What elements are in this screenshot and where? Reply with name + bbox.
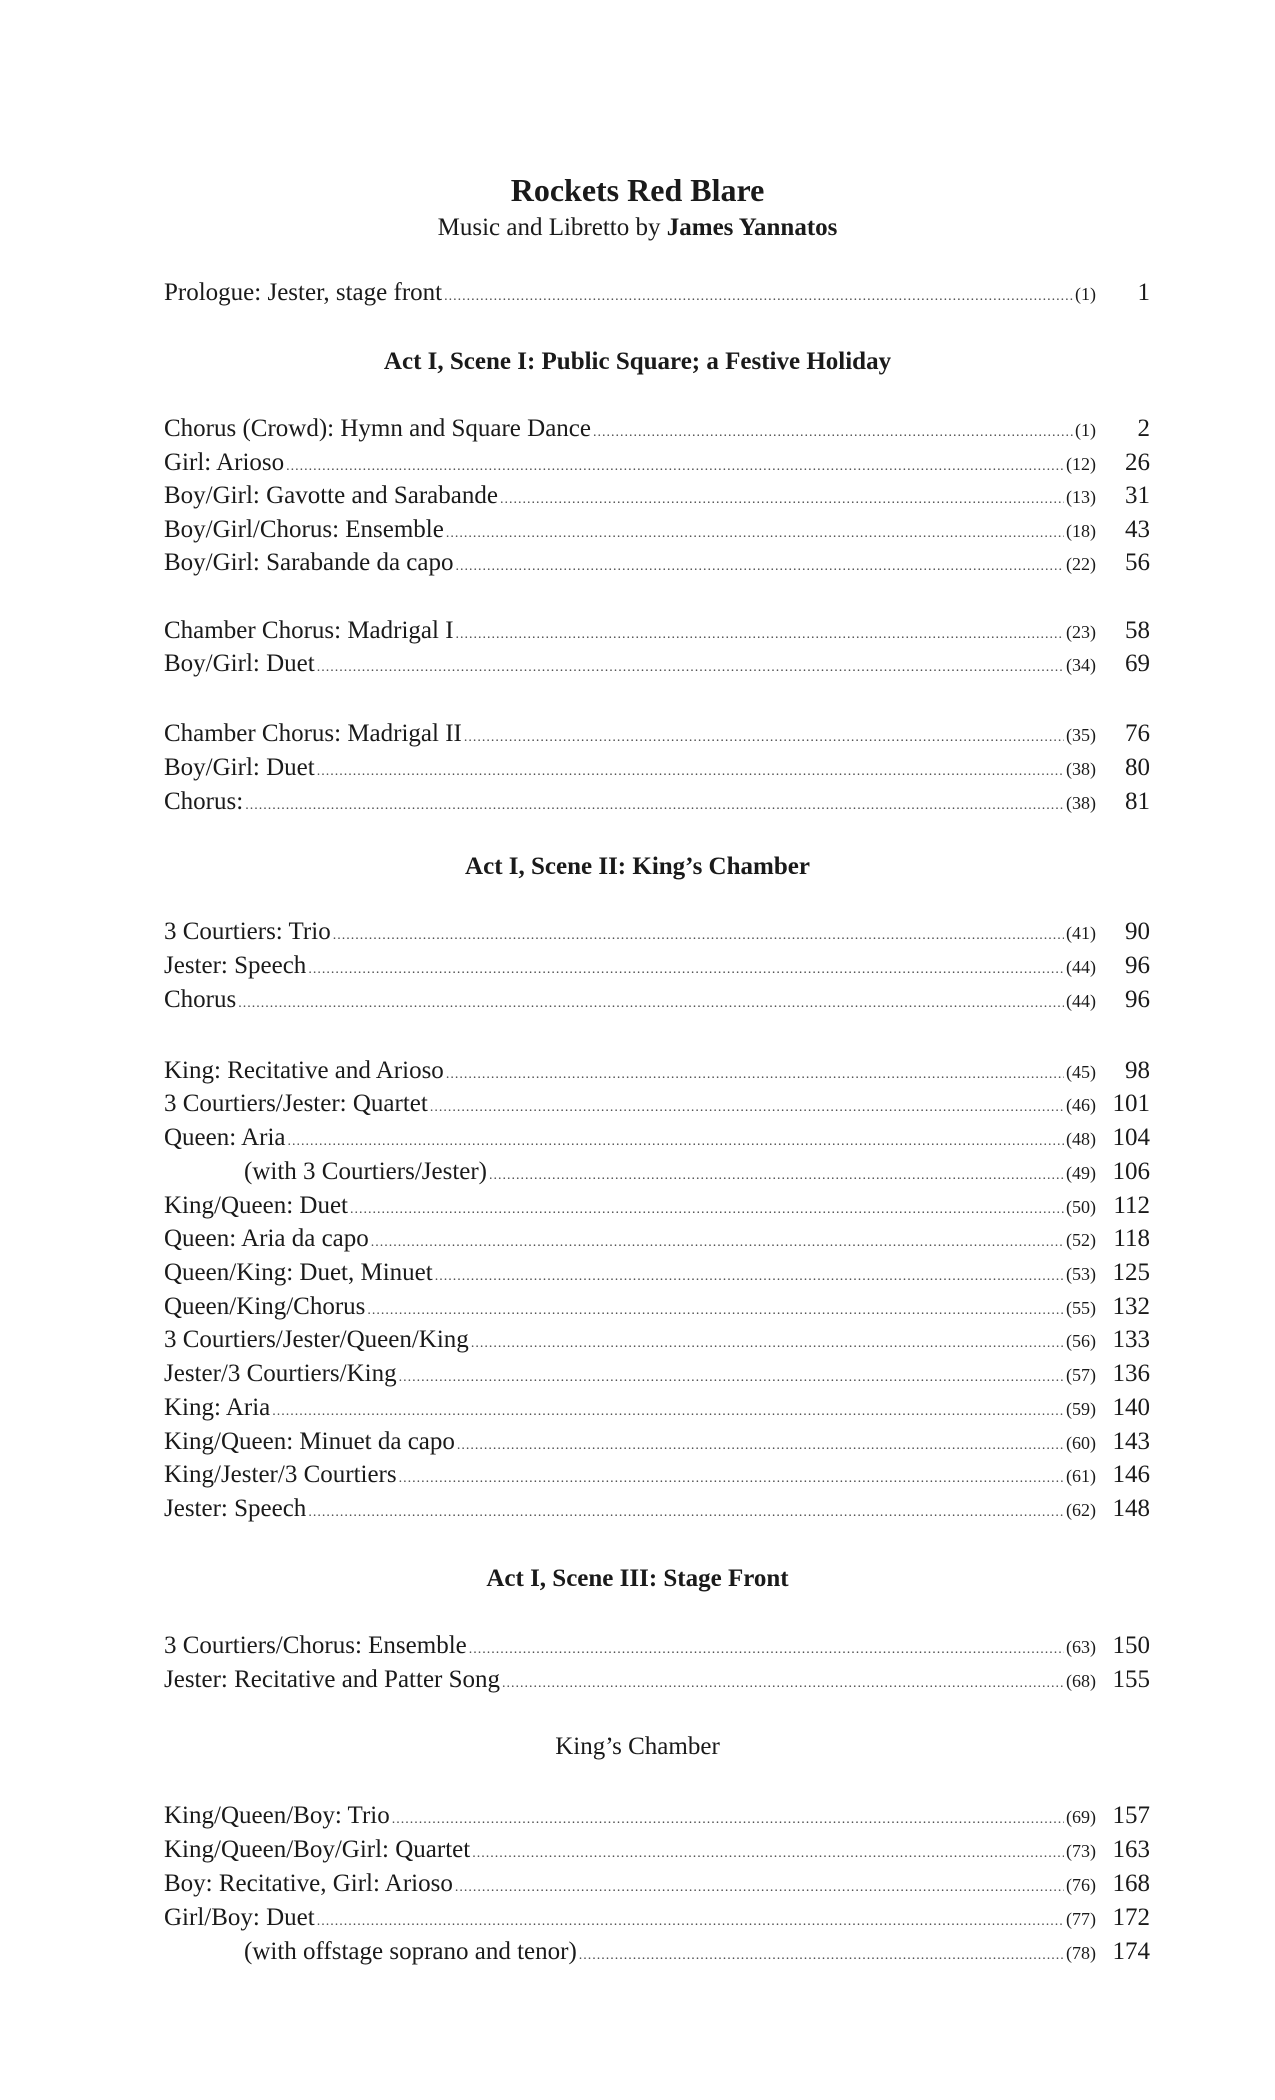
toc-entry <box>164 1393 1150 1423</box>
entry-label: Chamber Chorus: Madrigal II <box>164 720 462 747</box>
page-number: 2 <box>1137 415 1150 442</box>
leader-dots <box>333 921 1064 951</box>
section-number: (18) <box>1066 521 1096 541</box>
section-number: (45) <box>1066 1062 1096 1082</box>
toc-entry <box>164 515 1150 545</box>
section-number: (49) <box>1066 1163 1096 1183</box>
entry-label: Queen/King/Chorus <box>164 1293 366 1320</box>
leader-dots <box>367 1296 1064 1326</box>
leader-dots <box>317 757 1064 787</box>
toc-entry <box>164 1903 1150 1933</box>
toc-entry <box>164 787 1150 817</box>
toc-entry <box>164 548 1150 578</box>
toc-entry <box>164 1801 1150 1831</box>
entry-label: Girl: Arioso <box>164 449 285 476</box>
leader-dots <box>455 1873 1064 1903</box>
toc-entry <box>164 719 1150 749</box>
leader-dots <box>238 989 1064 1019</box>
page-number: 132 <box>1112 1293 1150 1320</box>
entry-label: King/Queen: Duet <box>164 1192 348 1219</box>
page-number: 140 <box>1112 1394 1150 1421</box>
leader-dots <box>472 1839 1064 1869</box>
page-number: 143 <box>1112 1428 1150 1455</box>
page-number: 96 <box>1125 986 1150 1013</box>
toc-entry <box>164 1869 1150 1899</box>
entry-label: Jester: Recitative and Patter Song <box>164 1666 501 1693</box>
section-number: (48) <box>1066 1129 1096 1149</box>
section-number: (56) <box>1066 1331 1096 1351</box>
page-number: 101 <box>1112 1090 1150 1117</box>
page-number: 174 <box>1112 1938 1150 1965</box>
toc-entry <box>164 951 1150 981</box>
entry-label: King/Queen: Minuet da capo <box>164 1428 455 1455</box>
leader-dots <box>286 452 1064 482</box>
section-number: (61) <box>1066 1466 1096 1486</box>
leader-dots <box>287 1127 1064 1157</box>
toc-entry <box>164 1665 1150 1695</box>
page-number: 146 <box>1112 1461 1150 1488</box>
entry-label: Chorus <box>164 986 237 1013</box>
toc-entry <box>164 1494 1150 1524</box>
section-number: (78) <box>1066 1943 1096 1963</box>
leader-dots <box>446 1060 1064 1090</box>
toc-entry <box>164 1123 1150 1153</box>
section-number: (77) <box>1066 1909 1096 1929</box>
page-number: 31 <box>1125 482 1150 509</box>
toc-entry <box>164 985 1150 1015</box>
leader-dots <box>399 1363 1064 1393</box>
toc-entry <box>164 1056 1150 1086</box>
section-number: (63) <box>1066 1637 1096 1657</box>
toc-entry <box>164 1191 1150 1221</box>
page-number: 148 <box>1112 1495 1150 1522</box>
entry-label: Chorus (Crowd): Hymn and Square Dance <box>164 415 591 442</box>
entry-label: Queen/King: Duet, Minuet <box>164 1259 433 1286</box>
section-number: (1) <box>1075 284 1096 304</box>
page-number: 81 <box>1125 788 1150 815</box>
section-number: (13) <box>1066 487 1096 507</box>
entry-label: Boy/Girl/Chorus: Ensemble <box>164 516 444 543</box>
toc-entry <box>164 448 1150 478</box>
entry-label: (with 3 Courtiers/Jester) <box>244 1158 488 1185</box>
section-heading: King’s Chamber <box>555 1733 720 1760</box>
section-number: (1) <box>1075 420 1096 440</box>
entry-label: King/Queen/Boy/Girl: Quartet <box>164 1836 471 1863</box>
section-number: (57) <box>1066 1365 1096 1385</box>
section-number: (69) <box>1066 1807 1096 1827</box>
page-number: 43 <box>1125 516 1150 543</box>
page-number: 136 <box>1112 1360 1150 1387</box>
section-number: (46) <box>1066 1095 1096 1115</box>
page-number: 112 <box>1113 1192 1150 1219</box>
page-number: 155 <box>1112 1666 1150 1693</box>
leader-dots <box>317 653 1064 683</box>
entry-label: 3 Courtiers: Trio <box>164 918 331 945</box>
entry-label: 3 Courtiers/Jester/Queen/King <box>164 1326 469 1353</box>
toc-entry <box>164 1292 1150 1322</box>
toc-entry <box>164 481 1150 511</box>
page-number: 172 <box>1112 1904 1150 1931</box>
leader-dots <box>446 519 1064 549</box>
page-number: 69 <box>1125 650 1150 677</box>
page-number: 150 <box>1112 1632 1150 1659</box>
leader-dots <box>245 791 1064 821</box>
section-heading: Act I, Scene II: King’s Chamber <box>465 853 810 880</box>
entry-label: 3 Courtiers/Jester: Quartet <box>164 1090 428 1117</box>
section-number: (34) <box>1066 655 1096 675</box>
section-number: (22) <box>1066 554 1096 574</box>
toc-entry <box>164 753 1150 783</box>
entry-label: Chamber Chorus: Madrigal I <box>164 617 454 644</box>
section-number: (38) <box>1066 793 1096 813</box>
leader-dots <box>456 620 1064 650</box>
author-name: James Yannatos <box>666 214 838 241</box>
page-number: 56 <box>1125 549 1150 576</box>
entry-label: Queen: Aria da capo <box>164 1225 369 1252</box>
toc-entry <box>164 414 1150 444</box>
entry-label: King: Aria <box>164 1394 271 1421</box>
entry-label: Boy/Girl: Duet <box>164 650 315 677</box>
section-number: (50) <box>1066 1197 1096 1217</box>
page-number: 76 <box>1125 720 1150 747</box>
leader-dots <box>399 1464 1064 1494</box>
entry-label: Boy: Recitative, Girl: Arioso <box>164 1870 453 1897</box>
page-number: 133 <box>1112 1326 1150 1353</box>
page-number: 106 <box>1112 1158 1150 1185</box>
section-number: (52) <box>1066 1230 1096 1250</box>
toc-entry <box>164 1460 1150 1490</box>
entry-label: Jester/3 Courtiers/King <box>164 1360 397 1387</box>
leader-dots <box>308 1498 1064 1528</box>
section-number: (53) <box>1066 1264 1096 1284</box>
section-number: (12) <box>1066 454 1096 474</box>
page-number: 98 <box>1125 1057 1150 1084</box>
leader-dots <box>444 282 1073 312</box>
section-number: (35) <box>1066 725 1096 745</box>
entry-label: Boy/Girl: Sarabande da capo <box>164 549 454 576</box>
section-number: (68) <box>1066 1671 1096 1691</box>
section-number: (73) <box>1066 1841 1096 1861</box>
section-number: (60) <box>1066 1433 1096 1453</box>
toc-entry <box>164 1427 1150 1457</box>
leader-dots <box>456 552 1065 582</box>
toc-entry <box>164 1631 1150 1661</box>
page-number: 163 <box>1112 1836 1150 1863</box>
leader-dots <box>430 1093 1064 1123</box>
page-number: 58 <box>1125 617 1150 644</box>
entry-label: Boy/Girl: Gavotte and Sarabande <box>164 482 498 509</box>
leader-dots <box>502 1669 1064 1699</box>
section-number: (23) <box>1066 622 1096 642</box>
leader-dots <box>350 1195 1064 1225</box>
entry-label: (with offstage soprano and tenor) <box>244 1938 577 1965</box>
subtitle-prefix: Music and Libretto by <box>437 214 661 241</box>
section-number: (59) <box>1066 1399 1096 1419</box>
toc-entry <box>164 1359 1150 1389</box>
section-number: (62) <box>1066 1500 1096 1520</box>
entry-label: King/Queen/Boy: Trio <box>164 1802 390 1829</box>
toc-entry <box>164 917 1150 947</box>
leader-dots <box>457 1431 1064 1461</box>
page-number: 168 <box>1112 1870 1150 1897</box>
page-number: 80 <box>1125 754 1150 781</box>
toc-entry <box>164 1089 1150 1119</box>
leader-dots <box>371 1228 1064 1258</box>
section-heading: Act I, Scene I: Public Square; a Festive Holiday <box>383 348 892 375</box>
section-number: (44) <box>1066 991 1096 1011</box>
entry-label: Girl/Boy: Duet <box>164 1904 315 1931</box>
section-number: (41) <box>1066 923 1096 943</box>
page-number: 125 <box>1112 1259 1150 1286</box>
leader-dots <box>308 955 1064 985</box>
toc-entry <box>164 649 1150 679</box>
prologue-entry <box>164 278 1150 308</box>
toc-entry <box>164 1835 1150 1865</box>
toc-entry <box>164 1258 1150 1288</box>
section-heading: Act I, Scene III: Stage Front <box>486 1565 789 1592</box>
section-number: (76) <box>1066 1875 1096 1895</box>
page-number: 96 <box>1125 952 1150 979</box>
leader-dots <box>464 723 1064 753</box>
entry-label: Queen: Aria <box>164 1124 286 1151</box>
page-number: 26 <box>1125 449 1150 476</box>
entry-label: Prologue: Jester, stage front <box>164 279 443 306</box>
leader-dots <box>317 1907 1064 1937</box>
toc-entry <box>164 616 1150 646</box>
entry-label: Jester: Speech <box>164 952 307 979</box>
entry-label: Chorus: <box>164 788 244 815</box>
page-number: 90 <box>1125 918 1150 945</box>
toc-entry <box>164 1224 1150 1254</box>
entry-label: King: Recitative and Arioso <box>164 1057 444 1084</box>
page-number: 118 <box>1113 1225 1150 1252</box>
leader-dots <box>435 1262 1064 1292</box>
toc-entry <box>164 1325 1150 1355</box>
section-number: (38) <box>1066 759 1096 779</box>
page-number: 157 <box>1112 1802 1150 1829</box>
leader-dots <box>272 1397 1064 1427</box>
leader-dots <box>579 1941 1064 1971</box>
entry-label: Jester: Speech <box>164 1495 307 1522</box>
entry-label: Boy/Girl: Duet <box>164 754 315 781</box>
page-number: 1 <box>1137 279 1150 306</box>
section-number: (55) <box>1066 1298 1096 1318</box>
leader-dots <box>471 1329 1064 1359</box>
toc-entry <box>164 1937 1150 1967</box>
entry-label: King/Jester/3 Courtiers <box>164 1461 397 1488</box>
document-title: Rockets Red Blare <box>510 172 765 208</box>
leader-dots <box>469 1635 1064 1665</box>
page-number: 104 <box>1112 1124 1150 1151</box>
leader-dots <box>489 1161 1064 1191</box>
leader-dots <box>593 418 1073 448</box>
toc-entry <box>164 1157 1150 1187</box>
leader-dots <box>500 485 1064 515</box>
section-number: (44) <box>1066 957 1096 977</box>
entry-label: 3 Courtiers/Chorus: Ensemble <box>164 1632 467 1659</box>
leader-dots <box>392 1805 1064 1835</box>
document-subtitle <box>0 214 1275 242</box>
